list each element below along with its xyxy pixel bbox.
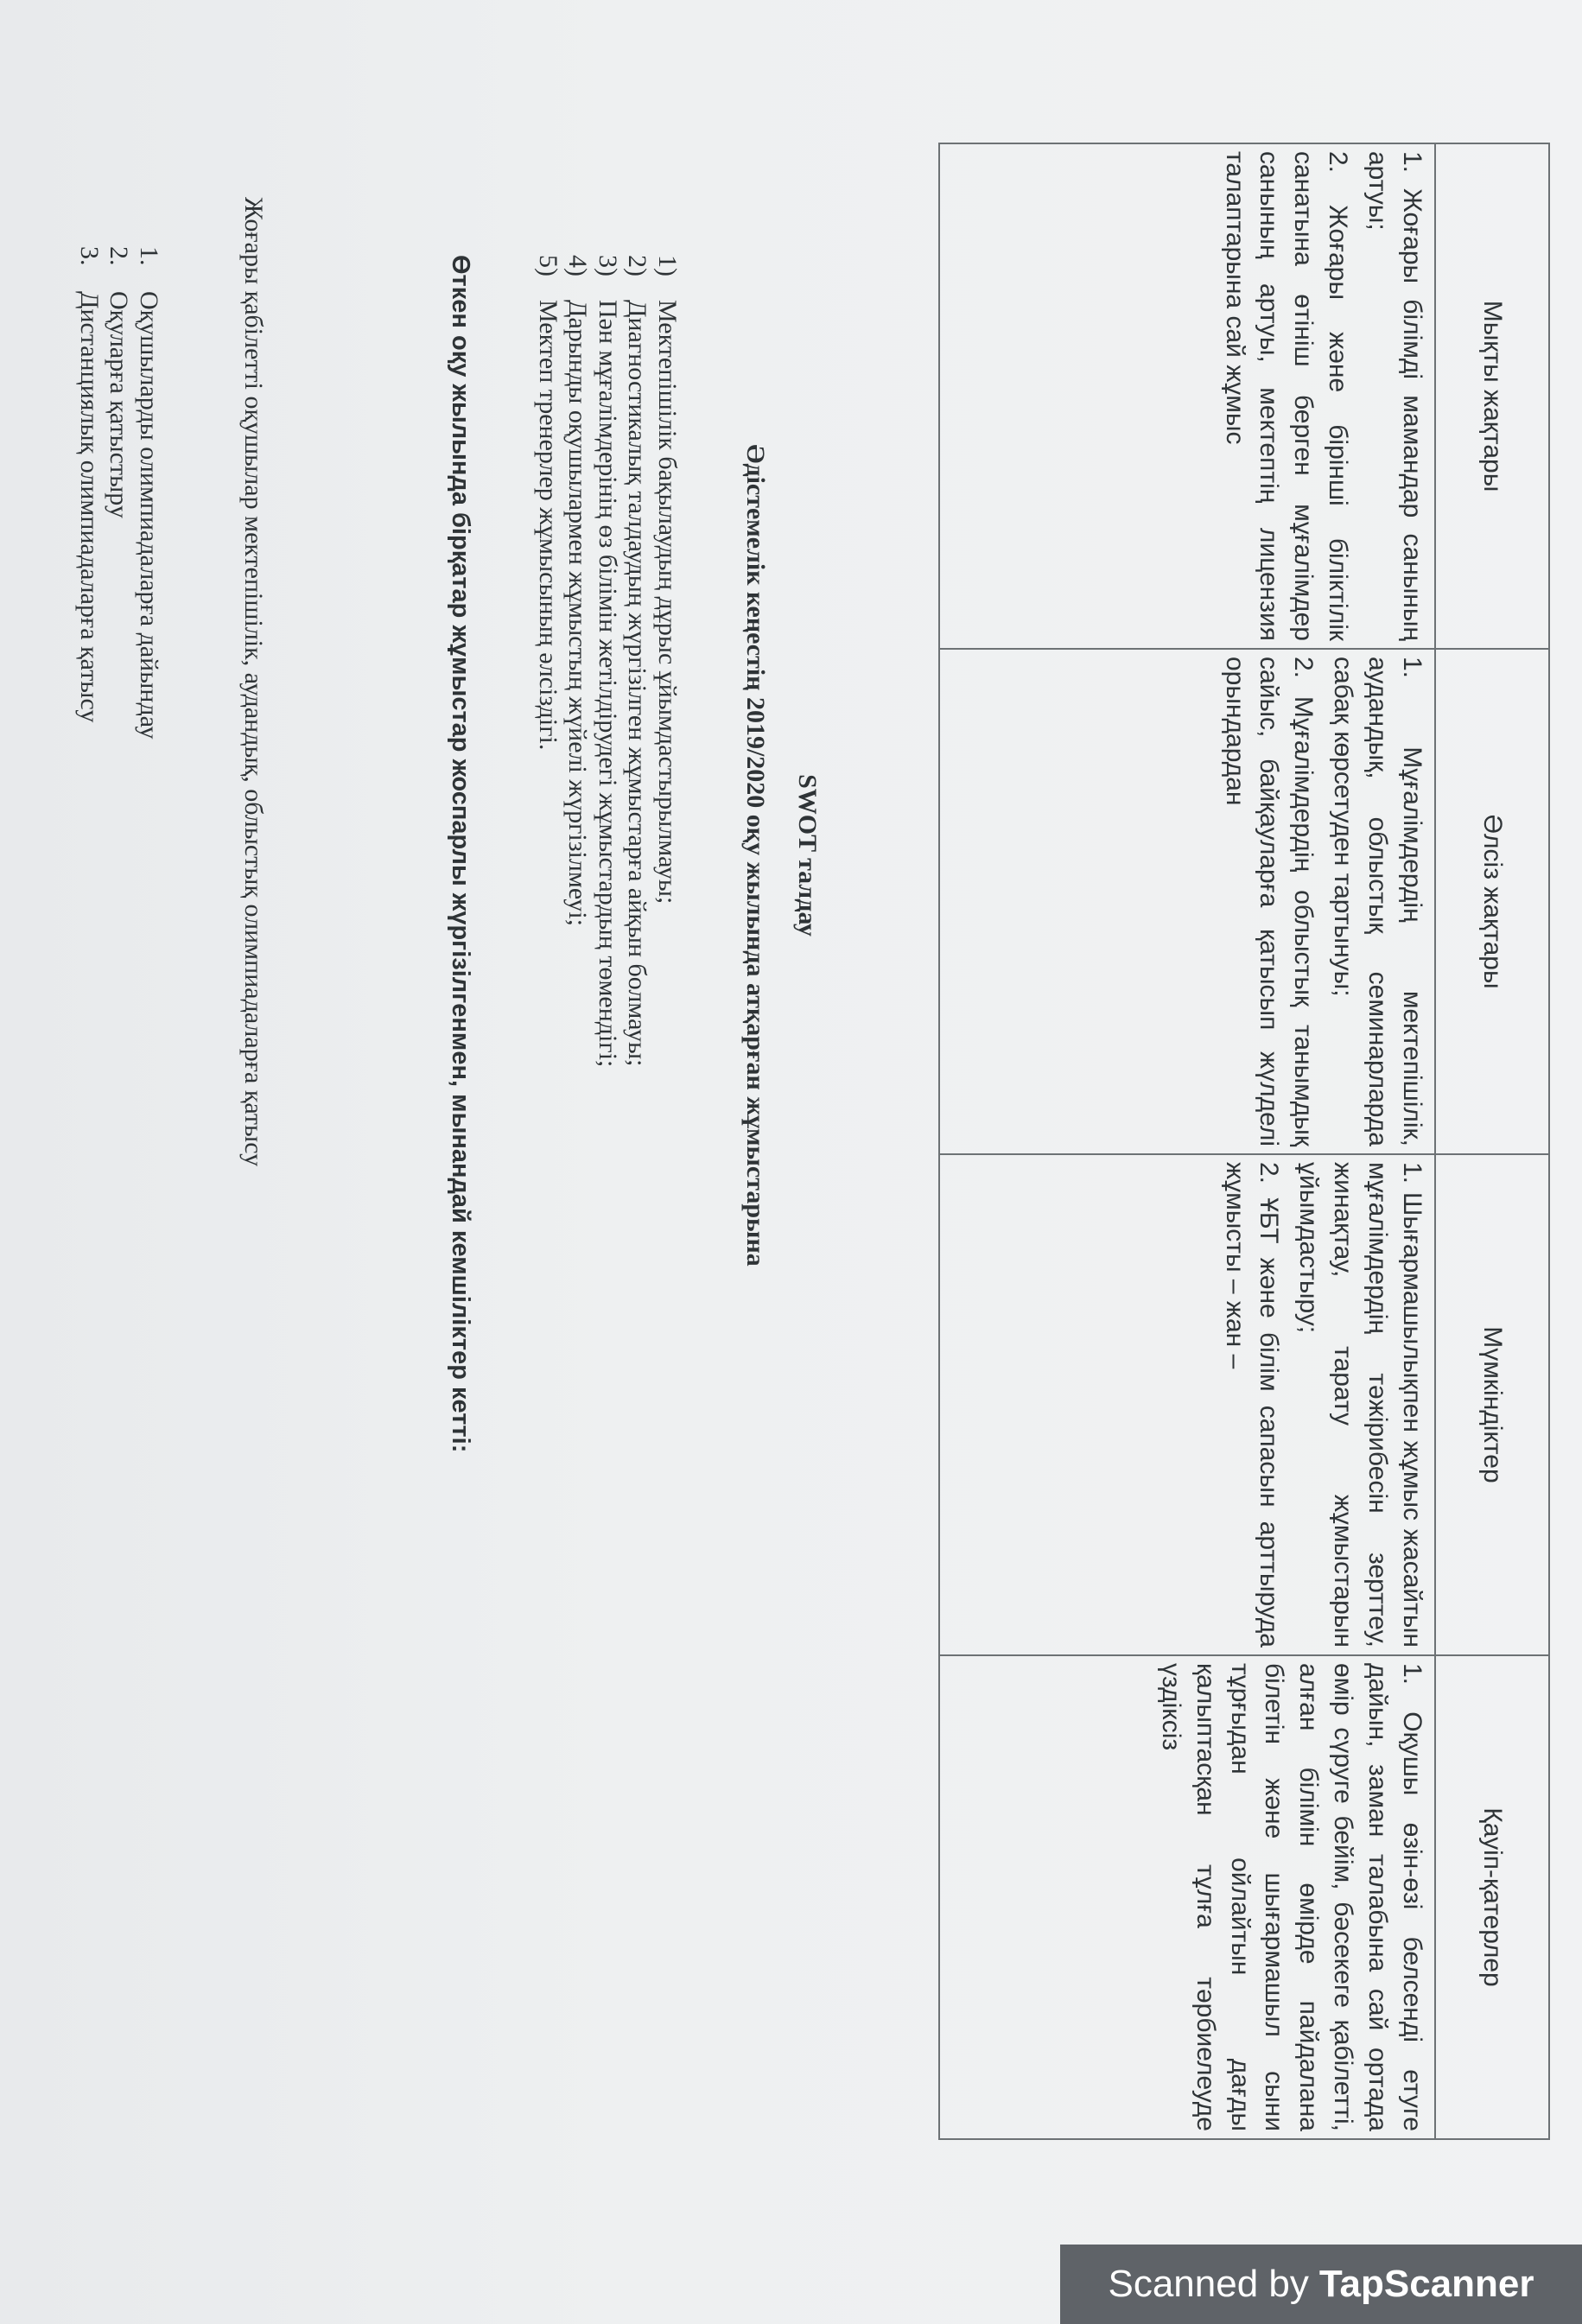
shortcoming-item — [533, 255, 563, 1067]
strength-item: 1. Жоғары білімді мамандар санының артуы; — [1363, 151, 1426, 641]
list-number: 2) — [623, 255, 652, 276]
list-text: Пән мұғалімдерінің өз білімін жетілдірудегі жұмыстардың төмендігі; — [594, 300, 622, 1068]
header-threats: Қауіп-қатерлер — [1435, 1655, 1549, 2139]
opportunity-item: 1. Шығармашылықпен жұмыс жасайтын мұғалімдердің тәжірибесін зерттеу, жинақтау, тарату жұмыстарын ұйымдастыру; — [1294, 1162, 1426, 1648]
threats-cell — [939, 1655, 1435, 2139]
header-weaknesses: Әлсіз жақтары — [1435, 649, 1549, 1154]
header-strengths: Мықты жақтары — [1435, 143, 1549, 649]
watermark-prefix: Scanned by — [1108, 2263, 1309, 2305]
scanner-watermark — [1060, 2245, 1582, 2324]
list-text: Диагностикалық талдаудың жүргізілген жұмыстарға айқын болмауы; — [623, 300, 652, 1067]
list-text: Дарынды оқушылармен жұмыстың жүйелі жүргізілмеуі; — [563, 300, 593, 927]
shortcomings-heading: Өткен оқу жылында бірқатар жұмыстар жоспарлы жүргізілгенмен, мынандай кемшіліктер кетті: — [447, 255, 474, 1453]
swot-header-row — [1435, 143, 1549, 2139]
shortcoming-item — [562, 255, 593, 1067]
list-text: Мектепішілік бақылаудың дұрыс ұйымдастырылмауы; — [653, 300, 682, 905]
watermark-brand: TapScanner — [1318, 2263, 1534, 2305]
list-number: 2. — [105, 246, 134, 266]
shortcoming-item — [652, 255, 683, 1067]
swot-body-row — [939, 143, 1435, 2139]
weakness-item: 1. Мұғалімдердің мектепішілік, аудандық, облыстық семинарларда сабақ көрсетуден тартынуы; — [1329, 657, 1426, 1146]
strengths-cell — [939, 143, 1435, 649]
list-number: 1) — [653, 255, 682, 276]
list-text: Оқушыларды олимпиадаларға дайындау — [135, 291, 163, 740]
list-text: Оқуларға қатыстыру — [105, 291, 134, 518]
preparation-list — [74, 246, 164, 740]
shortcoming-item — [622, 255, 652, 1067]
list-text: Мектеп тренерлер жұмысының әлсіздігі. — [534, 300, 562, 751]
strength-item: 2. Жоғары және бірінші біліктілік санатына өтініш берген мұғалімдер санының артуы, мектептің лицензия талаптарына сай жұмыс — [1220, 151, 1353, 641]
opportunity-item: 2. ҰБТ және білім сапасын арттыруда жұмысты – жан – — [1220, 1162, 1284, 1648]
preparation-item — [134, 246, 164, 740]
list-number: 3. — [75, 246, 104, 266]
shortcomings-list — [533, 255, 683, 1067]
header-opportunities: Мүмкіндіктер — [1435, 1154, 1549, 1655]
list-text: Дистанциялық олимпиадаларға қатысу — [75, 291, 104, 723]
weaknesses-cell — [939, 649, 1435, 1154]
preparation-item — [74, 246, 105, 740]
council-heading: Әдістемелік кеңестің 2019/2020 оқу жылында атқарған жұмыстарына — [741, 444, 770, 1267]
weakness-item: 2. Мұғалімдердің облыстық танымдық сайыс, байқауларға қатысып жүлделі орындардан — [1220, 657, 1318, 1146]
list-number: 3) — [594, 255, 622, 276]
preparation-item — [104, 246, 134, 740]
list-number: 4) — [563, 255, 593, 276]
opportunities-cell — [939, 1154, 1435, 1655]
threat-item: 1. Оқушы өзін-өзі белсенді етуге дайын, заман талабына сай ортада өмір сүруге бейім, бәсекеге қабілетті, алған білімін өмірде пайдалана білетін және шығармашыл сыни тұрғыдан ойлайтын дағды қалыптасқан тұлға тәрбиелеуде үздіксіз — [1156, 1663, 1426, 2131]
olympiad-line: Жоғары қабілетті оқушылар мектепішілік, аудандық, облыстық олимпиадаларға қатысу — [239, 197, 268, 1167]
shortcoming-item — [593, 255, 623, 1067]
swot-title: SWOT талдау — [793, 774, 822, 937]
list-number: 1. — [135, 246, 163, 266]
list-number: 5) — [534, 255, 562, 276]
swot-table — [938, 143, 1550, 2140]
